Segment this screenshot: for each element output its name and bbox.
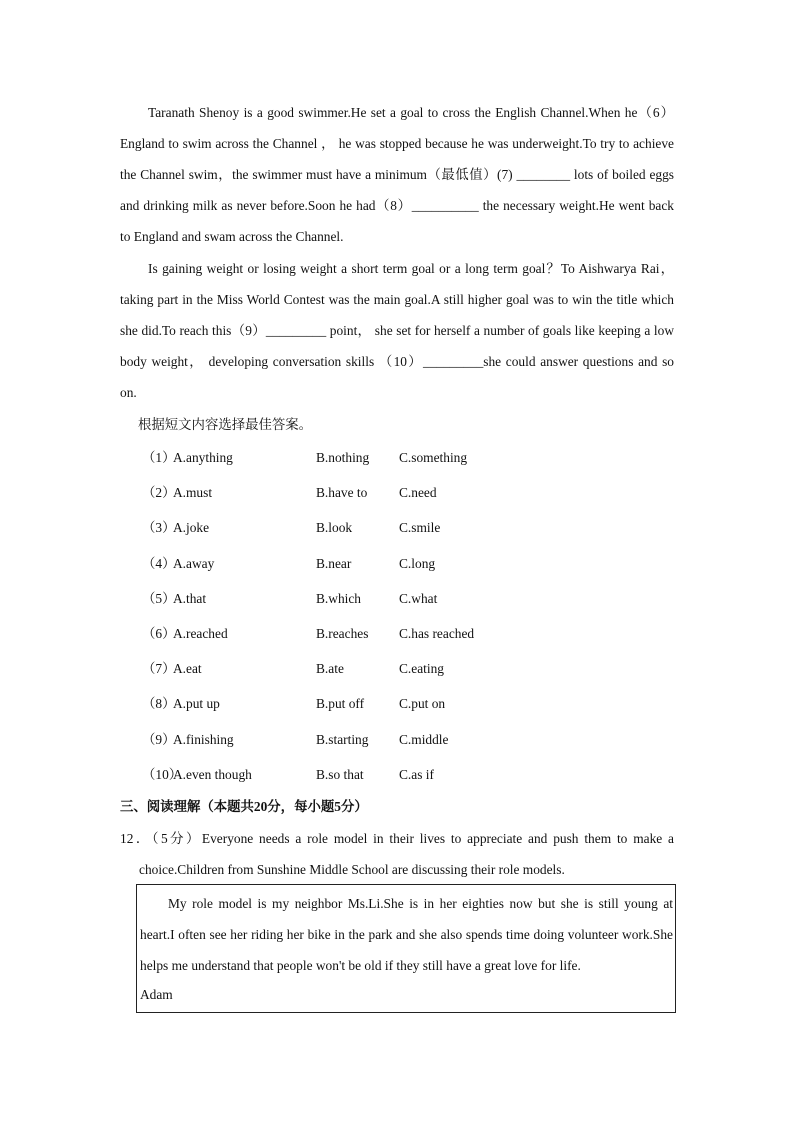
option-c[interactable]: C.eating [399, 661, 444, 677]
option-b[interactable]: B.put off [316, 696, 365, 712]
option-number: （8） [142, 696, 176, 712]
option-c[interactable]: C.has reached [399, 625, 475, 641]
option-row [142, 617, 662, 652]
option-b[interactable]: B.have to [316, 485, 368, 501]
option-b[interactable]: B.reaches [316, 625, 369, 641]
option-c[interactable]: C.something [399, 450, 468, 465]
option-a[interactable]: A.joke [173, 520, 210, 536]
role-model-signature: Adam [140, 987, 173, 1002]
option-number: （6） [142, 625, 176, 641]
option-a[interactable]: A.anything [173, 450, 233, 465]
option-number: （10） [142, 766, 183, 782]
role-model-text: My role model is my neighbor Ms.Li.She is in her eighties now but she is still young at heart.I often see her riding her bike in the park and she also spends time doing volunteer work.She helps me understand that people won't be old if they still have a great love for life. [140, 896, 673, 973]
option-a[interactable]: A.eat [173, 661, 202, 677]
option-number: （3） [142, 520, 176, 536]
option-number: （9） [142, 731, 176, 747]
passage-paragraph-2: Is gaining weight or losing weight a short term goal or a long term goal？To Aishwarya Rai，taking part in the Miss World Contest was the main goal.A still higher goal was to win the title which she did.To reach this（9）_________ point， she set for herself a number of goals like keeping a low body weight， developing conversation skills （10）_________she could answer questions and so on. [120, 261, 674, 400]
option-number: （7） [142, 661, 176, 677]
option-b[interactable]: B.look [316, 520, 353, 536]
option-a[interactable]: A.finishing [173, 731, 234, 747]
option-b[interactable]: B.which [316, 590, 362, 606]
option-a[interactable]: A.that [173, 590, 207, 606]
option-a[interactable]: A.even though [173, 766, 252, 782]
section-title: 三、阅读理解（本题共20分，每小题5分） [120, 799, 368, 814]
option-row [142, 511, 662, 546]
option-c[interactable]: C.long [399, 555, 436, 571]
option-a[interactable]: A.must [173, 485, 213, 501]
options-list [142, 441, 662, 793]
option-number: （5） [142, 590, 176, 606]
option-c[interactable]: C.smile [399, 520, 441, 536]
option-number: （4） [142, 555, 176, 571]
option-c[interactable]: C.put on [399, 696, 446, 712]
option-b[interactable]: B.so that [316, 766, 364, 782]
role-model-box [136, 884, 676, 1013]
option-c[interactable]: C.middle [399, 731, 449, 747]
question-12-text: 12．（5分）Everyone needs a role model in their lives to appreciate and push them to make a choice.Children from Sunshine Middle School are discussing their role models. [120, 831, 674, 877]
option-number: （2） [142, 485, 176, 501]
option-b[interactable]: B.nothing [316, 450, 370, 465]
option-row [142, 758, 662, 793]
option-row [142, 687, 662, 722]
option-row [142, 441, 662, 476]
option-a[interactable]: A.away [173, 555, 215, 571]
option-row [142, 547, 662, 582]
option-row [142, 652, 662, 687]
option-row [142, 723, 662, 758]
option-row [142, 476, 662, 511]
option-b[interactable]: B.near [316, 555, 352, 571]
option-number: （1） [142, 450, 176, 465]
option-c[interactable]: C.as if [399, 766, 434, 782]
passage-paragraph-1: Taranath Shenoy is a good swimmer.He set a goal to cross the English Channel.When he（6） England to swim across the Channel ， he was stopped because he was underweight.To try to achieve the Channel swim，the swimmer must have a minimum（最低值）(7) ________ lots of boiled eggs and drinking milk as never before.Soon he had（8）__________ the necessary weight.He went back to England and swam across the Channel. [120, 105, 674, 244]
option-row [142, 582, 662, 617]
option-b[interactable]: B.starting [316, 731, 369, 747]
option-a[interactable]: A.put up [173, 696, 220, 712]
option-a[interactable]: A.reached [173, 625, 228, 641]
instruction-text: 根据短文内容选择最佳答案。 [138, 417, 313, 432]
option-c[interactable]: C.need [399, 485, 437, 501]
option-c[interactable]: C.what [399, 590, 438, 606]
option-b[interactable]: B.ate [316, 661, 344, 677]
